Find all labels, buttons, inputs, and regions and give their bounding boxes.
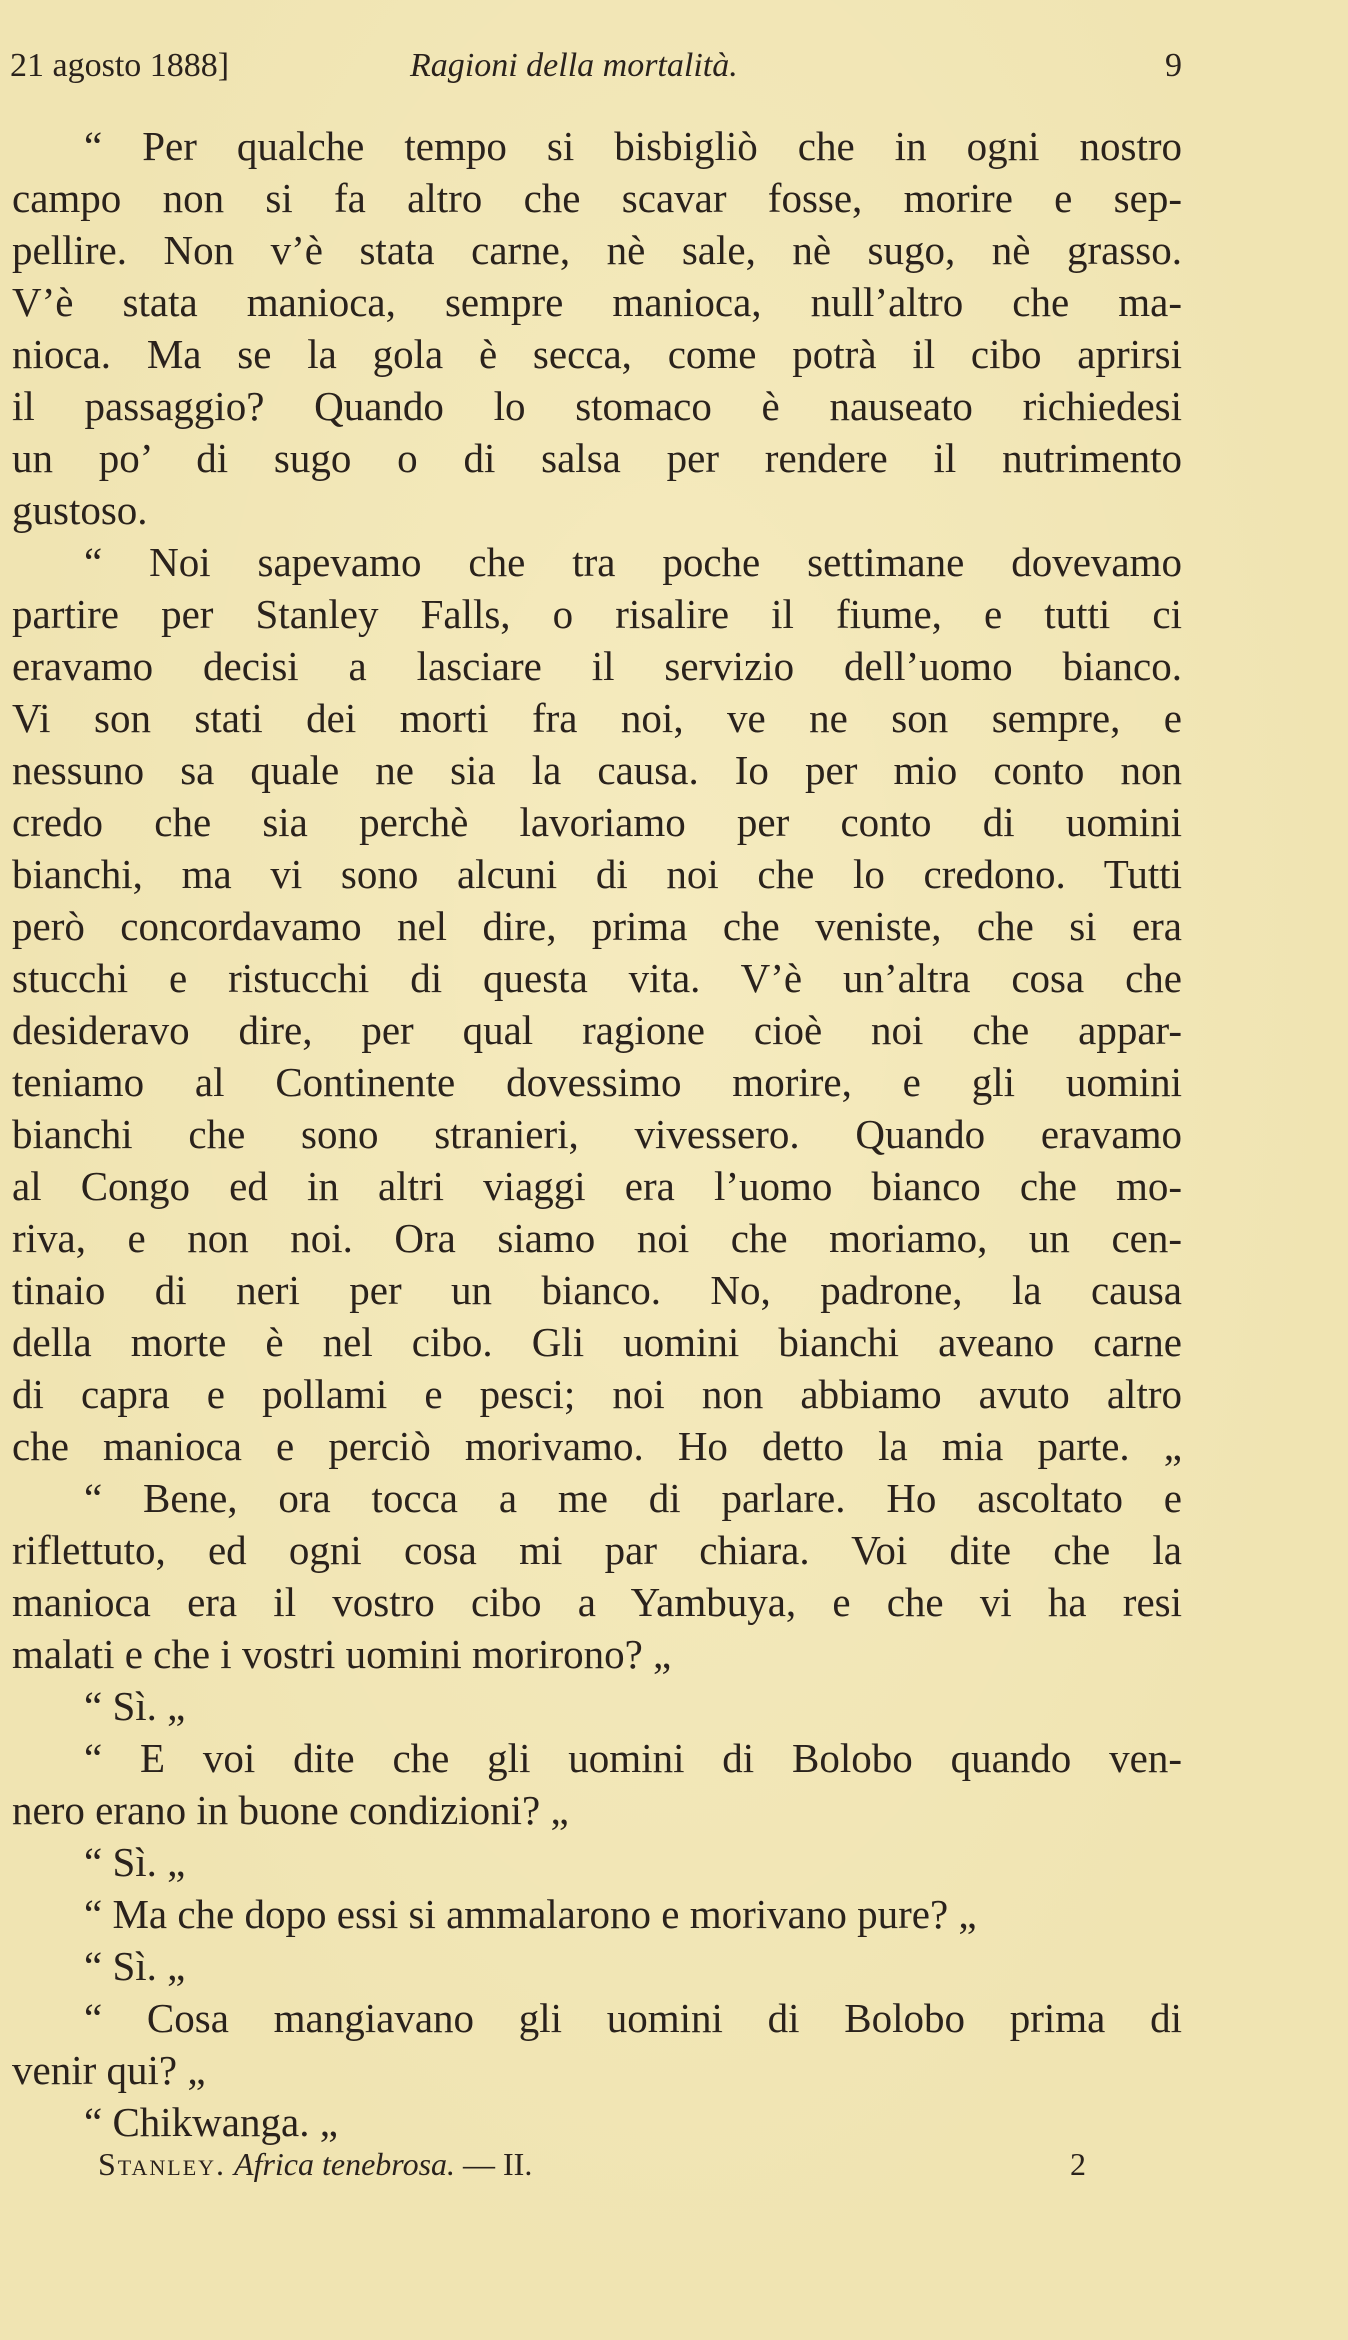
text-line: “ Per qualche tempo si bisbigliò che in ogni nostro <box>84 123 1182 169</box>
text-line: nessuno sa quale ne sia la causa. Io per mio conto non <box>12 747 1182 793</box>
text-line: malati e che i vostri uomini morirono? „ <box>12 1631 672 1677</box>
text-line: “ Sì. „ <box>84 1839 186 1885</box>
text-line: nero erano in buone condizioni? „ <box>12 1787 569 1833</box>
text-line: venir qui? „ <box>12 2047 206 2093</box>
text-line: desideravo dire, per qual ragione cioè noi che appar- <box>12 1007 1182 1053</box>
footer-author: Stanley. <box>98 2146 227 2182</box>
text-line: “ Bene, ora tocca a me di parlare. Ho ascoltato e <box>84 1475 1182 1521</box>
text-line: manioca era il vostro cibo a Yambuya, e che vi ha resi <box>12 1579 1182 1625</box>
text-line: un po’ di sugo o di salsa per rendere il nutrimento <box>12 435 1182 481</box>
text-line: nioca. Ma se la gola è secca, come potrà il cibo aprirsi <box>12 331 1182 377</box>
footer-citation <box>98 2142 532 2186</box>
text-line: V’è stata manioca, sempre manioca, null’altro che ma- <box>12 279 1182 325</box>
body-text <box>12 120 1182 2148</box>
text-line: bianchi, ma vi sono alcuni di noi che lo credono. Tutti <box>12 851 1182 897</box>
text-line: credo che sia perchè lavoriamo per conto di uomini <box>12 799 1182 845</box>
text-line: “ Sì. „ <box>84 1943 186 1989</box>
text-line: che manioca e perciò morivamo. Ho detto la mia parte. „ <box>12 1423 1182 1469</box>
text-line: tinaio di neri per un bianco. No, padrone, la causa <box>12 1267 1182 1313</box>
text-line: stucchi e ristucchi di questa vita. V’è un’altra cosa che <box>12 955 1182 1001</box>
text-line: il passaggio? Quando lo stomaco è nauseato richiedesi <box>12 383 1182 429</box>
text-line: però concordavamo nel dire, prima che veniste, che si era <box>12 903 1182 949</box>
text-line: bianchi che sono stranieri, vivessero. Quando eravamo <box>12 1111 1182 1157</box>
text-line: riflettuto, ed ogni cosa mi par chiara. Voi dite che la <box>12 1527 1182 1573</box>
page-footer <box>98 2142 1086 2186</box>
signature-mark: 2 <box>1070 2146 1086 2182</box>
text-line: “ Sì. „ <box>84 1683 186 1729</box>
page-number: 9 <box>1165 47 1182 84</box>
text-line: campo non si fa altro che scavar fosse, morire e sep- <box>12 175 1182 221</box>
text-line: pellire. Non v’è stata carne, nè sale, nè sugo, nè grasso. <box>12 227 1182 273</box>
text-line: partire per Stanley Falls, o risalire il fiume, e tutti ci <box>12 591 1182 637</box>
header-title: Ragioni della mortalità. <box>410 47 738 84</box>
text-line: “ E voi dite che gli uomini di Bolobo quando ven- <box>84 1735 1182 1781</box>
text-line: Vi son stati dei morti fra noi, ve ne son sempre, e <box>12 695 1182 741</box>
footer-work: Africa tenebrosa. <box>234 2146 456 2182</box>
text-line: “ Ma che dopo essi si ammalarono e morivano pure? „ <box>84 1891 977 1937</box>
footer-volume: — II. <box>463 2146 533 2182</box>
text-line: teniamo al Continente dovessimo morire, e gli uomini <box>12 1059 1182 1105</box>
text-line: eravamo decisi a lasciare il servizio dell’uomo bianco. <box>12 643 1182 689</box>
text-line: “ Chikwanga. „ <box>84 2099 338 2145</box>
header-date: 21 agosto 1888] <box>10 47 230 84</box>
text-line: della morte è nel cibo. Gli uomini bianchi aveano carne <box>12 1319 1182 1365</box>
text-line: gustoso. <box>12 487 148 533</box>
text-line: “ Noi sapevamo che tra poche settimane dovevamo <box>84 539 1182 585</box>
running-head <box>10 44 1182 88</box>
text-line: di capra e pollami e pesci; noi non abbiamo avuto altro <box>12 1371 1182 1417</box>
text-line: al Congo ed in altri viaggi era l’uomo bianco che mo- <box>12 1163 1182 1209</box>
text-line: “ Cosa mangiavano gli uomini di Bolobo prima di <box>84 1995 1182 2041</box>
text-line: riva, e non noi. Ora siamo noi che moriamo, un cen- <box>12 1215 1182 1261</box>
